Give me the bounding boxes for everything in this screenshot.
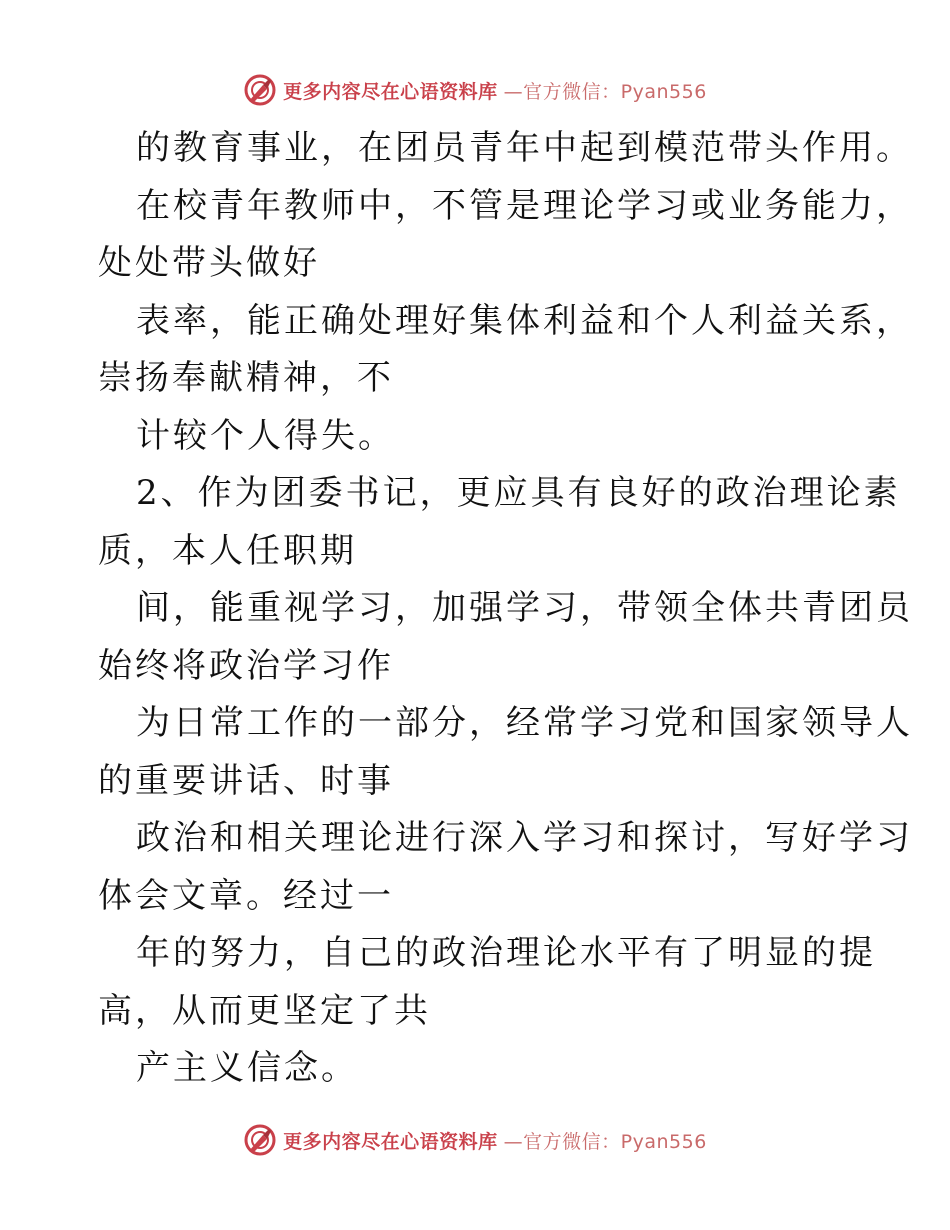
body-line: 政治和相关理论进行深入学习和探讨，写好学习: [136, 818, 913, 858]
body-line: 高，从而更坚定了共: [98, 990, 431, 1031]
body-line: 表率，能正确处理好集体利益和个人利益关系，: [136, 300, 913, 341]
body-line: 产主义信念。: [136, 1048, 358, 1088]
body-line: 2、作为团委书记，更应具有良好的政治理论素: [136, 473, 901, 513]
header-banner: [0, 70, 950, 110]
body-line: 间，能重视学习，加强学习，带领全体共青团员: [136, 588, 913, 628]
body-line: 崇扬奉献精神，不: [98, 358, 394, 398]
document-body: [98, 120, 913, 1098]
pen-logo-icon: [243, 73, 277, 107]
body-line: 的教育事业，在团员青年中起到模范带头作用。: [136, 128, 913, 168]
header-banner-wechat-text: —官方微信：Pyan556: [503, 80, 707, 103]
header-banner-content: [243, 73, 707, 107]
pen-logo-icon: [243, 1123, 277, 1157]
body-line: 体会文章。经过一: [98, 875, 394, 916]
footer-banner-main-text: 更多内容尽在心语资料库: [283, 1130, 498, 1153]
footer-banner-content: [243, 1123, 707, 1157]
body-line: 为日常工作的一部分，经常学习党和国家领导人: [136, 703, 913, 743]
body-line: 质，本人任职期: [98, 530, 357, 571]
footer-banner: [0, 1120, 950, 1160]
body-line: 计较个人得失。: [136, 415, 395, 456]
body-line: 在校青年教师中，不管是理论学习或业务能力，: [136, 185, 913, 226]
body-line: 处处带头做好: [98, 243, 320, 283]
body-line: 始终将政治学习作: [98, 645, 394, 686]
footer-banner-wechat-text: —官方微信：Pyan556: [503, 1130, 707, 1153]
body-line: 的重要讲话、时事: [98, 760, 394, 801]
header-banner-main-text: 更多内容尽在心语资料库: [283, 80, 498, 103]
body-line: 年的努力，自己的政治理论水平有了明显的提: [136, 933, 876, 973]
